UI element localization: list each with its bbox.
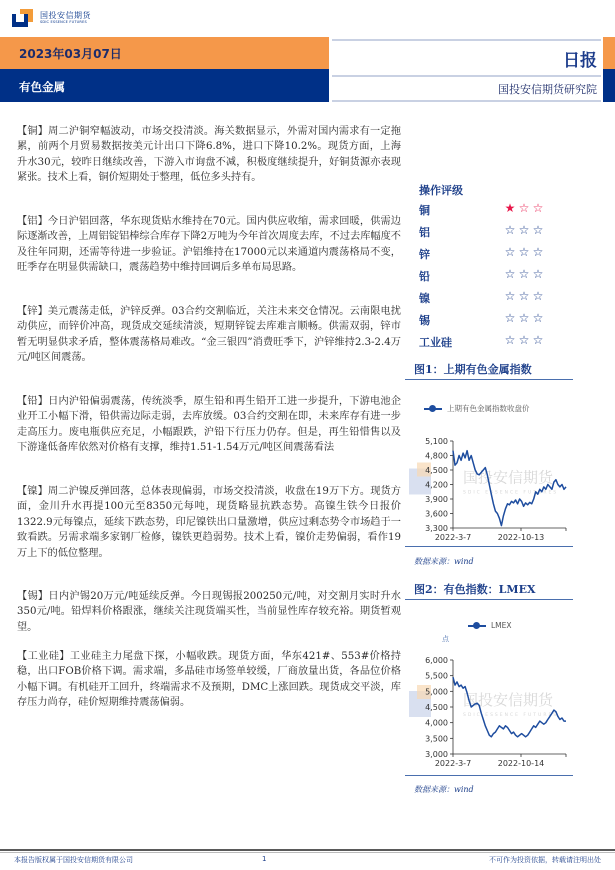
rating-stars — [503, 201, 545, 215]
svg-text:6,000: 6,000 — [425, 656, 448, 665]
report-date: 2023年03月07日 — [19, 47, 122, 61]
svg-text:5,000: 5,000 — [425, 687, 448, 697]
report-sector: 有色金属 — [19, 80, 65, 94]
company-logo — [12, 9, 91, 27]
figure-2-source: 数据来源：wind — [414, 785, 474, 794]
svg-text:3,500: 3,500 — [425, 734, 448, 744]
star-empty-icon: ☆ — [504, 245, 516, 259]
legend-marker-icon — [468, 622, 486, 630]
rating-stars — [503, 311, 545, 325]
commentary-silicon: 【工业硅】工业硅主力尾盘下探，小幅收跌。现货方面，华东421#、553#价格持稳，出口FOB价格下调。需求端，多晶硅市场签单较缓，厂商放量出货，各品位价格小幅下调。有机硅开工回升，终端需求不及预期，DMC上涨回跌。现货成交平淡，库存压力尚存，硅价短期维持震荡偏弱。 — [17, 651, 401, 709]
legend-label: LMEX — [491, 621, 512, 630]
footer-disclaimer: 不可作为投资依据，转载请注明出处 — [489, 856, 601, 864]
header-band-orange-right — [603, 37, 615, 69]
svg-text:2022-10-14: 2022-10-14 — [497, 759, 545, 768]
star-empty-icon: ☆ — [532, 333, 544, 347]
svg-text:3,600: 3,600 — [425, 509, 448, 519]
commentary-lead: 【铅】日内沪铅偏弱震荡，传统淡季，原生铅和再生铅开工进一步提升，下游电池企业开工小幅下滑，铅供需边际走弱，去库放缓。03合约交割在即，未来库存有进一步走高压力。废电瓶供应充足，小幅跟跌，沪铅下行压力仍存。但是，再生铅惜售以及下游逢低备库依然对价格有支撑，维持1.51-1.54万元/吨区间震荡看法 — [17, 396, 401, 454]
rating-stars — [503, 245, 545, 259]
svg-text:SDIC ESSENCE FUTURES: SDIC ESSENCE FUTURES — [463, 490, 559, 496]
star-empty-icon: ☆ — [532, 267, 544, 281]
star-empty-icon: ☆ — [532, 201, 544, 215]
legend-label: 上期有色金属指数收盘价 — [447, 404, 530, 413]
svg-text:3,300: 3,300 — [425, 524, 448, 533]
rating-stars — [503, 289, 545, 303]
rating-row — [419, 224, 609, 244]
figure-1-legend — [424, 403, 530, 414]
figure-2-unit: 点 — [442, 635, 449, 643]
svg-text:国投安信期货: 国投安信期货 — [463, 691, 554, 709]
report-type: 日报 — [563, 51, 597, 71]
svg-text:4,000: 4,000 — [425, 718, 448, 728]
rating-stars — [503, 223, 545, 237]
rating-row — [419, 312, 609, 332]
star-empty-icon: ☆ — [518, 201, 530, 215]
logo-mark-icon — [12, 9, 34, 27]
divider — [405, 379, 573, 380]
divider — [332, 100, 601, 102]
rating-row — [419, 334, 609, 354]
svg-text:3,000: 3,000 — [425, 750, 448, 759]
rating-row — [419, 246, 609, 266]
page-number: 1 — [262, 855, 267, 863]
star-empty-icon: ☆ — [504, 311, 516, 325]
logo-name-en: SDIC ESSENCE FUTURES — [40, 19, 87, 24]
star-filled-icon: ★ — [504, 201, 516, 215]
figure-2-chart — [405, 652, 615, 777]
report-title-box — [332, 37, 601, 102]
svg-text:4,200: 4,200 — [425, 480, 448, 490]
svg-text:5,500: 5,500 — [425, 671, 448, 681]
svg-text:国投安信期货: 国投安信期货 — [463, 468, 554, 487]
rating-row — [419, 268, 609, 288]
rating-commodity: 锌 — [419, 248, 430, 261]
star-empty-icon: ☆ — [504, 289, 516, 303]
footer-copyright: 本报告版权属于国投安信期货有限公司 — [14, 856, 133, 864]
star-empty-icon: ☆ — [504, 333, 516, 347]
divider — [405, 775, 573, 776]
figure-1-source: 数据来源：wind — [414, 557, 474, 566]
svg-text:4,500: 4,500 — [425, 466, 448, 475]
star-empty-icon: ☆ — [504, 223, 516, 237]
rating-stars — [503, 267, 545, 281]
star-empty-icon: ☆ — [518, 245, 530, 259]
svg-text:SDIC ESSENCE FUTURES: SDIC ESSENCE FUTURES — [463, 713, 559, 718]
rating-commodity: 工业硅 — [419, 336, 452, 349]
footer-divider — [0, 852, 615, 853]
legend-marker-icon — [424, 405, 442, 413]
star-empty-icon: ☆ — [504, 267, 516, 281]
commentary-tin: 【锡】日内沪锡20万元/吨延续反弹。今日现锡报200250元/吨，对交割月实时升水350元/吨。铅焊料价格跟涨，继续关注现货端买性，当前显性库存较充裕。期货暂观望。 — [17, 591, 401, 633]
rating-row — [419, 202, 609, 222]
footer-divider — [0, 849, 615, 851]
svg-text:2022-10-13: 2022-10-13 — [497, 533, 545, 542]
star-empty-icon: ☆ — [532, 311, 544, 325]
figure-2-legend — [468, 621, 512, 630]
rating-commodity: 镍 — [419, 292, 430, 305]
star-empty-icon: ☆ — [532, 223, 544, 237]
commentary-aluminum: 【铝】今日沪铝回落，华东现货贴水维持在70元。国内供应收缩，需求回暖，供需边际逐渐改善，上周铝锭铝棒综合库存下降2万吨为今年首次周度去库，不过去库幅度不及往年同期，还需等待进一步验证。沪铝维持在17000元以来通道内震荡格局不变，旺季存在明显供需缺口，震荡趋势中维持回调后多单布局思路。 — [17, 216, 401, 274]
commentary-zinc: 【锌】美元震荡走低，沪锌反弹。03合约交割临近，关注未来交仓情况。云南限电扰动供应，而锌价冲高，现货成交延续清淡，短期锌锭去库难言顺畅。供需双弱，锌市暂无明显供求矛盾，整体震荡格局难改。“金三银四”消费旺季下，沪锌维持2.3-2.4万元/吨区间震荡。 — [17, 306, 401, 364]
divider — [332, 75, 601, 77]
svg-text:4,500: 4,500 — [425, 703, 448, 712]
star-empty-icon: ☆ — [532, 245, 544, 259]
divider — [405, 599, 573, 600]
svg-text:4,800: 4,800 — [425, 451, 448, 461]
rating-stars — [503, 333, 545, 347]
svg-text:2022-3-7: 2022-3-7 — [434, 759, 472, 768]
star-empty-icon: ☆ — [518, 267, 530, 281]
svg-text:5,100: 5,100 — [425, 437, 448, 446]
figure-1-chart — [405, 432, 615, 542]
rating-commodity: 铅 — [419, 270, 430, 283]
svg-text:2022-3-7: 2022-3-7 — [434, 533, 472, 542]
rating-commodity: 铜 — [419, 204, 430, 217]
divider — [332, 39, 601, 41]
rating-commodity: 铝 — [419, 226, 430, 239]
star-empty-icon: ☆ — [518, 289, 530, 303]
header-band-blue-right — [603, 69, 615, 102]
rating-commodity: 锡 — [419, 314, 430, 327]
commentary-nickel: 【镍】周二沪镍反弹回落，总体表现偏弱，市场交投清淡，收盘在19万下方。现货方面，金川升水再提100元至8350元每吨，现货略显抗跌态势。高镍生铁今日报价1322.9元每镍点，延续下跌态势，印尼镍铁出口量激增，供应过剩态势令市场趋于一致看跌。另需求端多家钢厂检修，镍铁更趋弱势。技术上看，镍价走势偏弱，看作19万上下的低位整理。 — [17, 486, 401, 559]
star-empty-icon: ☆ — [518, 223, 530, 237]
figure-2-title: 图2：有色指数：LMEX — [414, 583, 536, 596]
rating-title: 操作评级 — [419, 184, 463, 197]
logo-name-cn: 国投安信期货 — [40, 10, 91, 20]
svg-text:3,900: 3,900 — [425, 495, 448, 504]
star-empty-icon: ☆ — [518, 333, 530, 347]
report-org: 国投安信期货研究院 — [498, 83, 597, 96]
rating-row — [419, 290, 609, 310]
figure-1-title: 图1：上期有色金属指数 — [414, 363, 532, 376]
star-empty-icon: ☆ — [532, 289, 544, 303]
star-empty-icon: ☆ — [518, 311, 530, 325]
divider — [405, 546, 573, 547]
commentary-copper: 【铜】周二沪铜窄幅波动，市场交投清淡。海关数据显示，外需对国内需求有一定拖累，前两个月贸易数据按美元计出口下降6.8%，进口下降10.2%。现货方面，上海升水30元，较昨日继续改善，下游入市询盘不减，积极度继续提升，好铜货源亦表现紧张。技术上看，铜价短期处于整理，低位多头持有。 — [17, 126, 401, 184]
